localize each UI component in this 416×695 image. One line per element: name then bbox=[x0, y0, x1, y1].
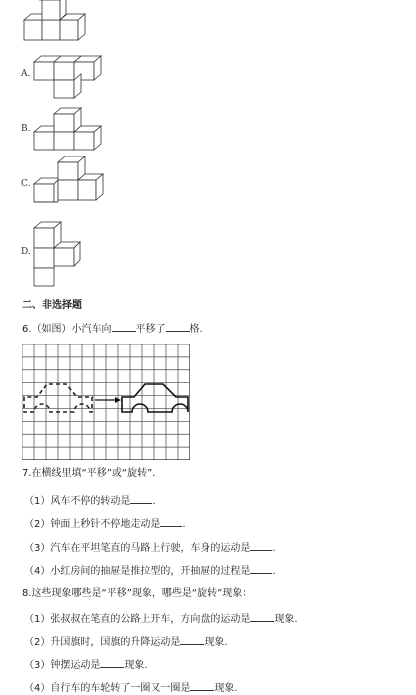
option-b-figure[interactable] bbox=[30, 102, 110, 154]
question-7-item-4: （4）小红房间的抽屉是推拉型的，开抽屉的过程是 . bbox=[24, 563, 276, 578]
question-8-item-4: （4）自行车的车轮转了一圈又一圈是 现象. bbox=[24, 680, 238, 695]
q7-blank-1[interactable] bbox=[130, 493, 152, 504]
question-7-stem: 7.在横线里填“平移”或“旋转”． bbox=[22, 468, 163, 479]
question-8-item-1: （1）张叔叔在笔直的公路上开车，方向盘的运动是 现象. bbox=[24, 611, 298, 626]
q8-blank-3[interactable] bbox=[100, 657, 124, 668]
question-7-item-2: （2）钟面上秒针不停地走动是 . bbox=[24, 516, 186, 531]
q6-blank-squares[interactable] bbox=[166, 321, 190, 332]
q6-blank-direction[interactable] bbox=[112, 321, 136, 332]
q7-blank-3[interactable] bbox=[250, 540, 272, 551]
q7-blank-4[interactable] bbox=[250, 563, 272, 574]
q7-blank-2[interactable] bbox=[160, 516, 182, 527]
q6-text-pre: 6.（如图）小汽车向 bbox=[22, 324, 112, 335]
q6-text-post: 格. bbox=[189, 324, 203, 335]
q8-blank-2[interactable] bbox=[180, 634, 204, 645]
option-b-label: B. bbox=[21, 124, 31, 134]
q6-text-mid: 平移了 bbox=[135, 324, 166, 335]
option-a-label: A. bbox=[21, 69, 31, 79]
question-8-stem: 8.这些现象哪些是“平移”现象，哪些是“旋转”现象： bbox=[22, 588, 253, 599]
option-c-figure[interactable] bbox=[30, 156, 110, 212]
question-7-item-1: （1）风车不停的转动是 . bbox=[24, 493, 156, 508]
option-d-label: D. bbox=[21, 247, 31, 257]
option-a-figure[interactable] bbox=[30, 48, 110, 100]
question-6 bbox=[22, 321, 203, 336]
arrow-right-icon bbox=[95, 397, 121, 403]
question-7-item-3: （3）汽车在平坦笔直的马路上行驶，车身的运动是 . bbox=[24, 540, 276, 555]
question-8-item-3: （3）钟摆运动是 现象. bbox=[24, 657, 148, 672]
translation-grid-figure bbox=[22, 344, 190, 460]
option-d-figure[interactable] bbox=[30, 220, 90, 288]
question-8-item-2: （2）升国旗时，国旗的升降运动是 现象. bbox=[24, 634, 228, 649]
option-c-label: C. bbox=[21, 179, 31, 189]
q8-blank-4[interactable] bbox=[190, 680, 214, 691]
cube-figure-top bbox=[20, 0, 90, 46]
q8-blank-1[interactable] bbox=[250, 611, 274, 622]
section-heading: 二、非选择题 bbox=[22, 300, 82, 311]
